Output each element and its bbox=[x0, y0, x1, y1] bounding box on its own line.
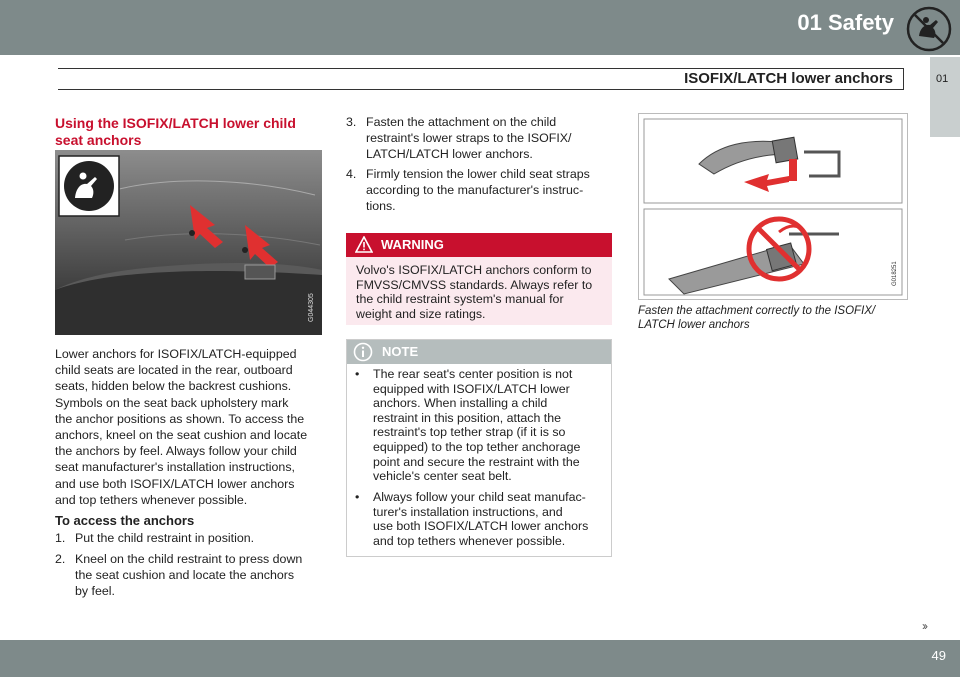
page-number: 49 bbox=[931, 648, 946, 663]
warning-box bbox=[346, 233, 612, 325]
note-box bbox=[346, 339, 612, 557]
step-1: 1. Put the child restraint in position. bbox=[55, 531, 255, 545]
next-page-arrow[interactable]: ›› bbox=[922, 619, 926, 633]
chapter-side-tab[interactable] bbox=[930, 57, 960, 137]
latch-attachment-illustration bbox=[639, 114, 907, 299]
photo-code: G044305 bbox=[308, 293, 315, 322]
figure-caption: Fasten the attachment correctly to the ISOFIX/ LATCH lower anchors bbox=[638, 305, 876, 331]
note-item: • Always follow your child seat manufac- turer's installation instructions, and use both ISOFIX/LATCH lower anchors and top tethers whenever possible. bbox=[355, 490, 589, 548]
child-seat-safety-icon bbox=[906, 6, 952, 52]
section-heading: Using the ISOFIX/LATCH lower child seat anchors bbox=[55, 115, 296, 148]
footer-bar bbox=[0, 640, 960, 677]
section-header bbox=[58, 68, 904, 90]
note-header bbox=[347, 340, 611, 364]
access-anchors-heading: To access the anchors bbox=[55, 513, 195, 528]
note-item: • The rear seat's center position is not equipped with ISOFIX/LATCH lower anchors. When installing a child restraint in this position, attach the restraint's top tether strap (if it is so equipped) to the top tether anchorage point and secure the restraint with the vehicle's center seat belt. bbox=[355, 367, 581, 484]
figure-code: G018251 bbox=[892, 261, 898, 286]
warning-title: WARNING bbox=[381, 237, 444, 252]
warning-triangle-icon bbox=[355, 236, 373, 253]
chapter-title: 01 Safety bbox=[797, 10, 894, 35]
warning-header bbox=[346, 233, 612, 257]
rear-seat-anchor-photo bbox=[55, 150, 322, 335]
step-2: 2. Kneel on the child restraint to press down the seat cushion and locate the anchors by feel. bbox=[55, 552, 303, 599]
note-title: NOTE bbox=[382, 344, 419, 359]
side-tab-label: 01 bbox=[936, 73, 949, 85]
warning-text: Volvo's ISOFIX/LATCH anchors conform to FMVSS/CMVSS standards. Always refer to the child restraint system's manual for weight and size ratings. bbox=[356, 263, 593, 321]
info-icon bbox=[353, 342, 373, 362]
section-title: ISOFIX/LATCH lower anchors bbox=[684, 70, 893, 87]
intro-paragraph: Lower anchors for ISOFIX/LATCH-equipped child seats are located in the rear, outboard seats, hidden below the backrest cushions. Symbols on the seat back upholstery mark the anchor positions as shown. To access the anchors, kneel on the seat cushion and locate the anchors by feel. Always follow your child seat manufacturer's installation instructions, and use both ISOFIX/LATCH lower anchors and top tethers whenever possible. bbox=[55, 347, 308, 507]
latch-attachment-figure bbox=[638, 113, 908, 300]
step-4: 4. Firmly tension the lower child seat straps according to the manufacturer's instruc- tions. bbox=[346, 167, 590, 214]
step-3: 3. Fasten the attachment on the child restraint's lower straps to the ISOFIX/ LATCH/LATCH lower anchors. bbox=[346, 115, 572, 162]
